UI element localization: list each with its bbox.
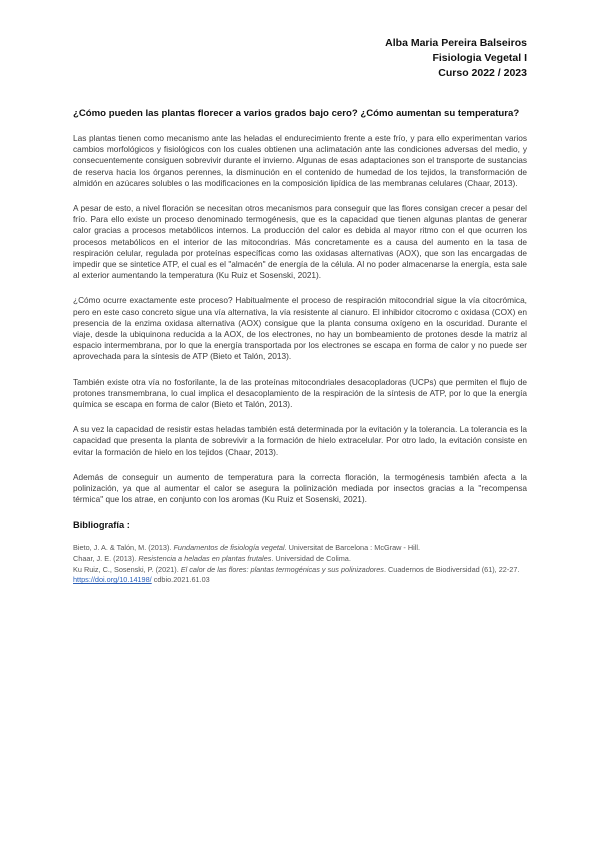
bibliography-list [73, 543, 527, 585]
paragraph-2: A pesar de esto, a nivel floración se necesitan otros mecanismos para conseguir que las flores consigan crecer a pesar del frío. Para ello existe un proceso denominado termogénesis, que es la capacidad que tienen algunas plantas de generar calor gracias a procesos metabólicos internos. La producción del calor es debida al mayor ritmo con el que ocurren los procesos metabólicos en el interior de las mitocondrias. Más concretamente es a causa del aumento en la tasa de respiración celular, regulada por proteínas específicas como las oxidasas alternativas (AOX), que son las encargadas de impedir que se sintetice ATP, el cual es el "almacén" de energía de la célula. Al no poder almacenarse la energía, esta sale al exterior aumentando la temperatura (Ku Ruiz et Sosenski, 2021). [73, 203, 527, 281]
paragraph-3: ¿Cómo ocurre exactamente este proceso? Habitualmente el proceso de respiración mitocondrial sigue la vía citocrómica, pero en este caso concreto sigue una vía alternativa, la vía resistente al cianuro. El inhibidor citocromo c oxidasa (COX) en presencia de la enzima oxidasa alternativa (AOX) consigue que la planta consuma oxígeno en la oscuridad. Durante el viaje, desde la ubiquinona reducida a la AOX, de los electrones, no hay un bombeamiento de protones desde la matriz al espacio intermembrana, por lo que la energía transportada por los electrones se escapa en forma de calor y no puede ser aprovechada para la síntesis de ATP (Bieto et Talón, 2013). [73, 295, 527, 362]
paragraph-5: A su vez la capacidad de resistir estas heladas también está determinada por la evitación y la tolerancia. La tolerancia es la capacidad que presenta la planta de sobrevivir a la formación de hielo extracelular. Por otro lado, la evitación consiste en evitar la formación de hielo en los tejidos (Chaar, 2013). [73, 424, 527, 457]
paragraph-1: Las plantas tienen como mecanismo ante las heladas el endurecimiento frente a este frío, y para ello experimentan varios cambios morfológicos y fisiológicos con los cuales obtienen una aclimatación ante las condiciones adversas del medio, y consecuentemente consiguen sobrevivir durante el invierno. Algunas de esas adaptaciones son el transporte de sustancias de reserva hacia los órganos perennes, la disminución en el contenido de humedad de los tejidos, la transformación de almidón en azúcares solubles o las modificaciones en la composición lipídica de las membranas celulares (Chaar, 2013). [73, 133, 527, 188]
doi-link[interactable]: https://doi.org/10.14198/ [73, 575, 152, 585]
question-heading: ¿Cómo pueden las plantas florecer a varios grados bajo cero? ¿Cómo aumentan su temperatura? [73, 108, 520, 119]
paragraph-6: Además de conseguir un aumento de temperatura para la correcta floración, la termogénesis también afecta a la polinización, ya que al aumentar el calor se asegura la polinización mediada por insectos gracias a la "recompensa térmica" que los atrae, en conjunto con los aromas (Ku Ruiz et Sosenski, 2021). [73, 471, 527, 505]
document-header [73, 36, 527, 81]
reference-item: Chaar, J. E. (2013). Resistencia a heladas en plantas frutales. Universidad de Colima. [73, 554, 351, 564]
paragraph-4: También existe otra vía no fosforilante, la de las proteínas mitocondriales desacopladoras (UCPs) que permiten el flujo de protones transmembrana, lo cual implica el desacoplamiento de la respiración de la síntesis de ATP, por lo que la energía química se escapa en forma de calor (Bieto et Talón, 2013). [73, 376, 527, 410]
reference-item: Ku Ruiz, C., Sosenski, P. (2021). El calor de las flores: plantas termogénicas y sus polinizadores. Cuadernos de Biodiversidad (61), 22-27. https://doi.org/10.14198/ cdbio.2021.61.03 [73, 564, 520, 585]
reference-item: Bieto, J. A. & Talón, M. (2013). Fundamentos de fisiología vegetal. Universitat de Barcelona : McGraw - Hill. [73, 543, 421, 553]
bibliography-title: Bibliografía : [73, 520, 130, 531]
author-name: Alba Maria Pereira Balseiros [385, 37, 527, 49]
course-year: Curso 2022 / 2023 [438, 67, 527, 79]
course-name: Fisiologia Vegetal I [432, 52, 527, 64]
